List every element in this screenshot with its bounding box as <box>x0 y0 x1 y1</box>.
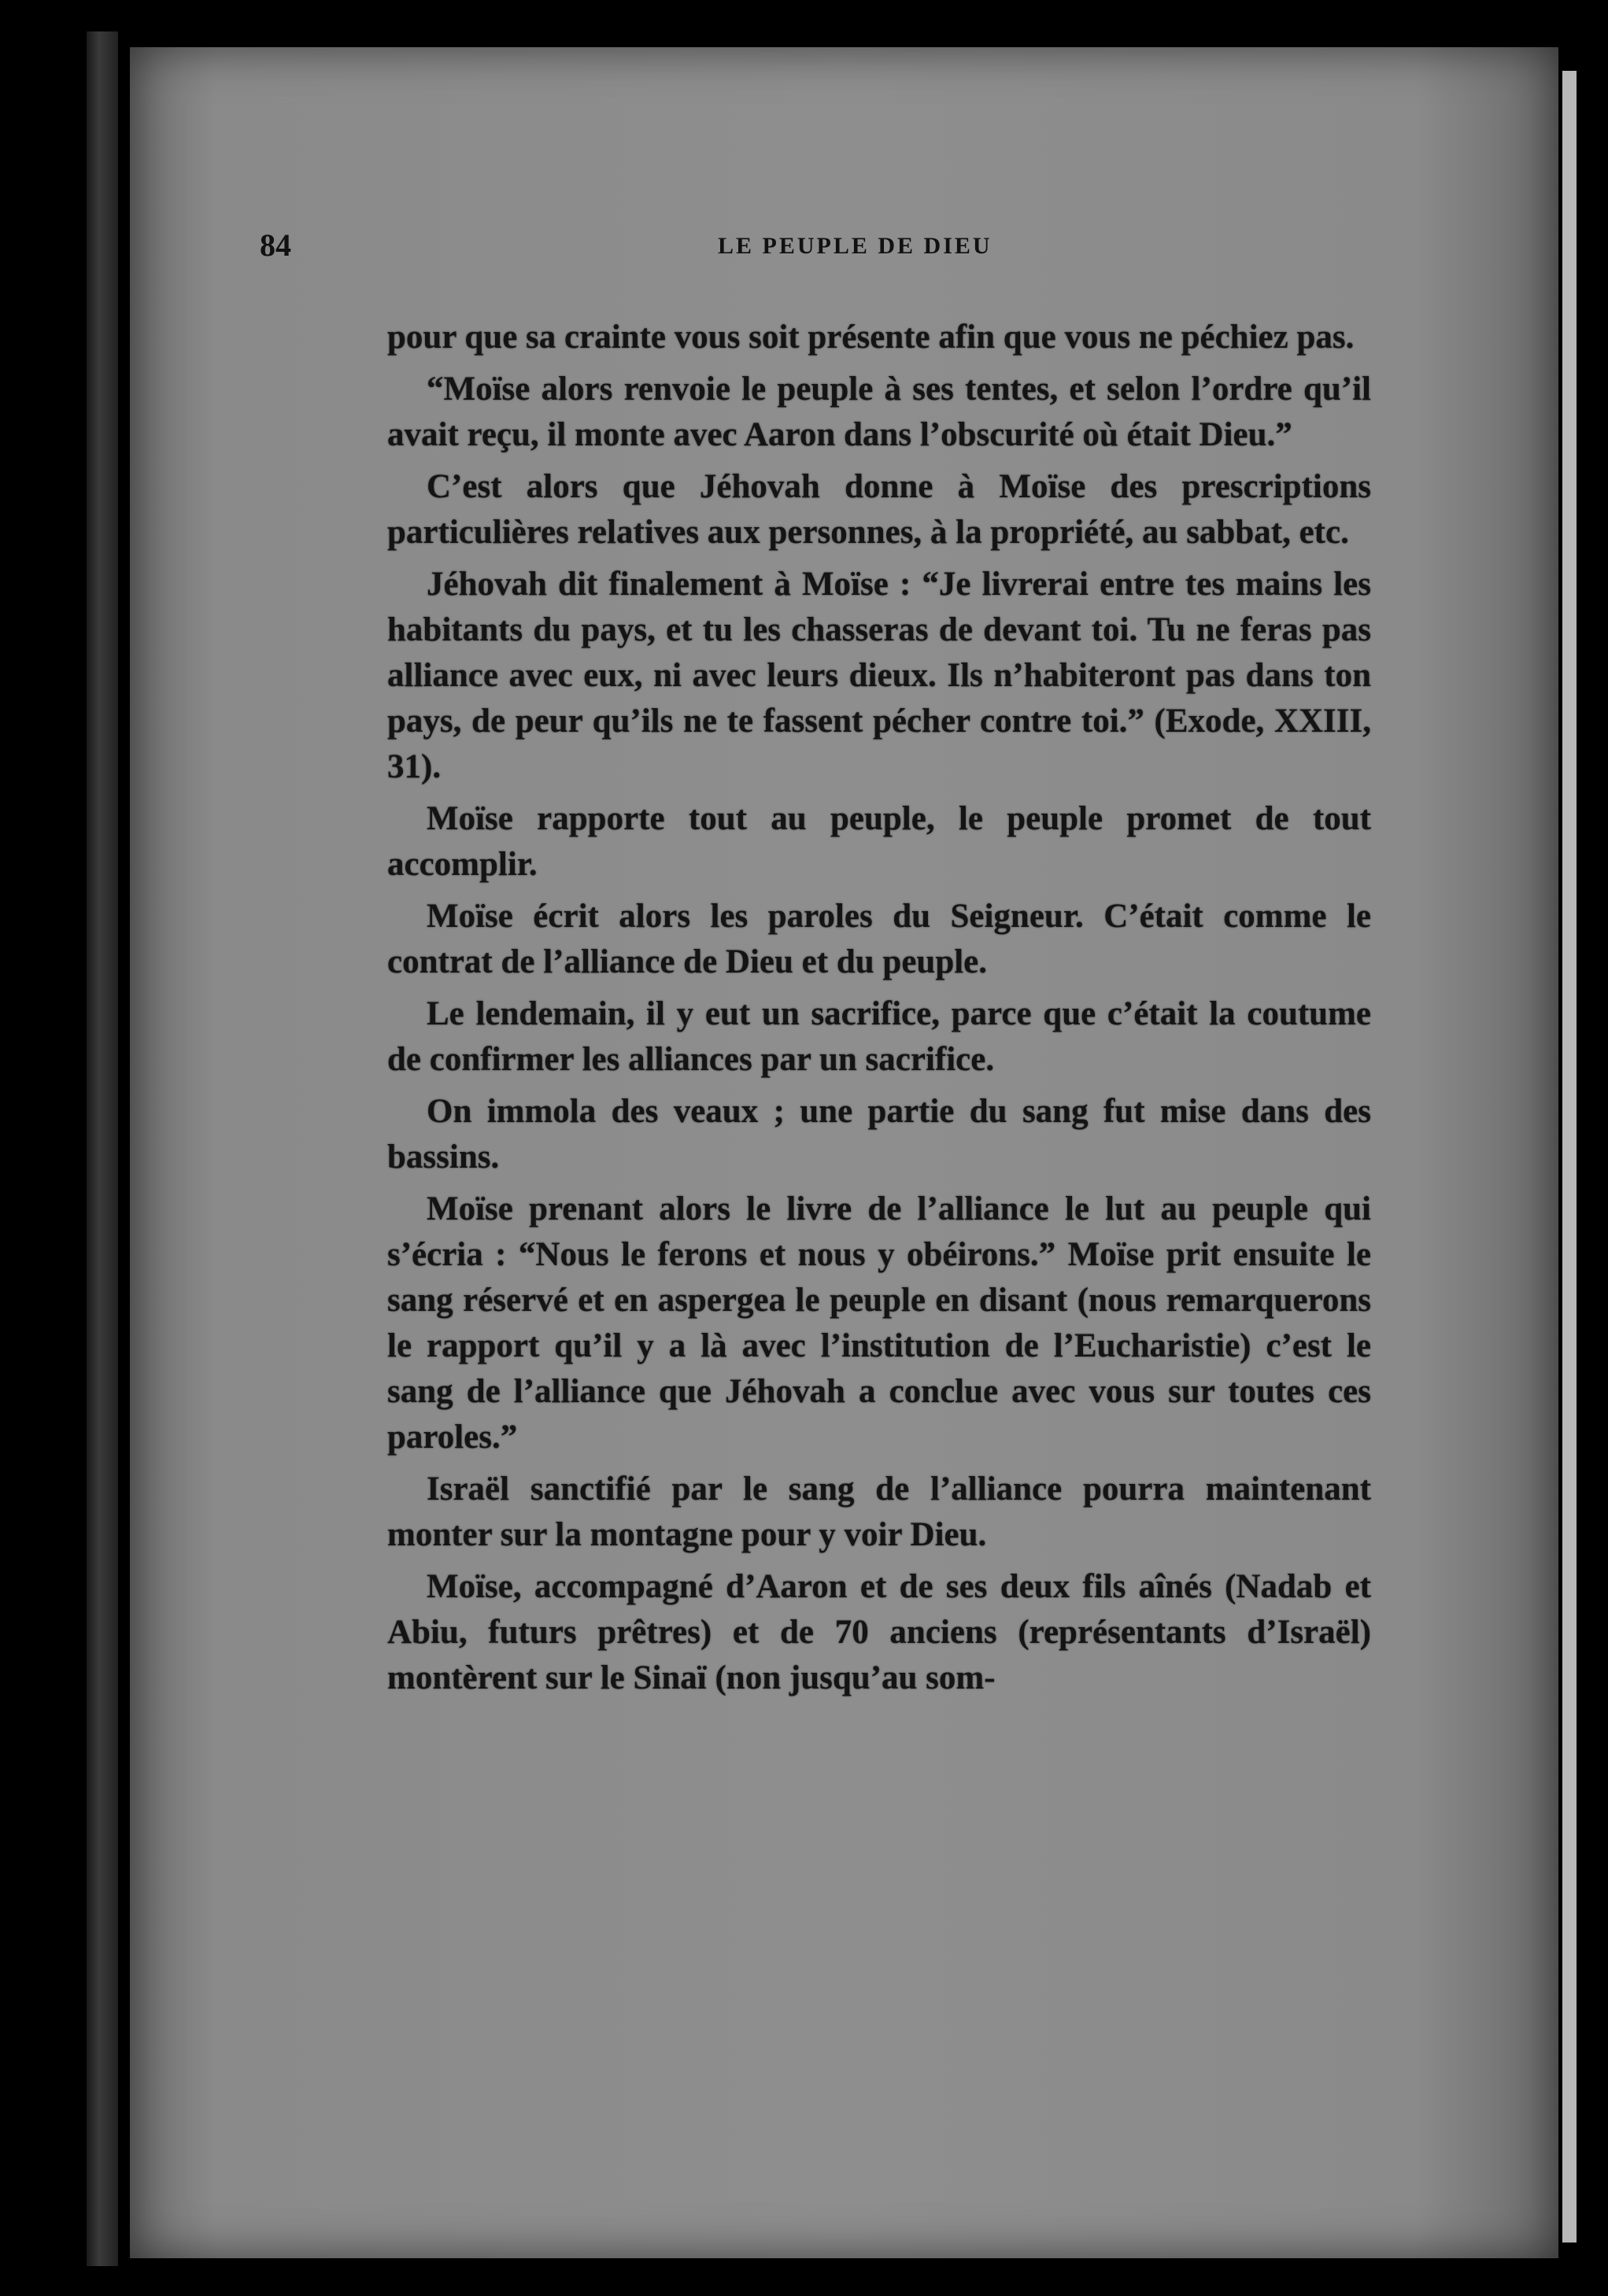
paragraph: Moïse prenant alors le livre de l’alliance le lut au peuple qui s’écria : “Nous le ferons et nous y obéirons.” Moïse prit ensuite le sang réservé et en aspergea le peuple en disant (nous remarquerons le rapport qu’il y a là avec l’institution de l’Eucharistie) c’est le sang de l’alliance que Jéhovah a conclue avec vous sur toutes ces paroles.” <box>387 1190 1371 1456</box>
paragraph: “Moïse alors renvoie le peuple à ses tentes, et selon l’ordre qu’il avait reçu, il monte avec Aaron dans l’obscurité où était Dieu.” <box>387 371 1371 453</box>
book-binding-strip <box>87 31 118 2266</box>
paragraph: pour que sa crainte vous soit présente afin que vous ne péchiez pas. <box>387 319 1355 356</box>
running-head: LE PEUPLE DE DIEU <box>718 233 993 259</box>
paragraph: Jéhovah dit finalement à Moïse : “Je livrerai entre tes mains les habitants du pays, et tu les chasseras de devant toi. Tu ne feras pas alliance avec eux, ni avec leurs dieux. Ils n’habiteront pas dans ton pays, de peur qu’ils ne te fassent pécher contre toi.” (Exode, XXIII, 31). <box>387 566 1371 785</box>
paragraph: Moïse écrit alors les paroles du Seigneur. C’était comme le contrat de l’alliance de Dieu et du peuple. <box>387 898 1371 980</box>
body-text <box>387 315 1371 1707</box>
paragraph: Israël sanctifié par le sang de l’alliance pourra maintenant monter sur la montagne pour y voir Dieu. <box>387 1471 1371 1553</box>
paragraph: C’est alors que Jéhovah donne à Moïse des prescriptions particulières relatives aux personnes, à la propriété, au sabbat, etc. <box>387 468 1371 551</box>
page-header <box>260 227 1362 274</box>
paragraph: Le lendemain, il y eut un sacrifice, parce que c’était la coutume de confirmer les alliances par un sacrifice. <box>387 995 1371 1078</box>
paragraph: Moïse rapporte tout au peuple, le peuple promet de tout accomplir. <box>387 800 1371 883</box>
page-edge-highlight <box>1562 71 1577 2242</box>
paragraph: Moïse, accompagné d’Aaron et de ses deux fils aînés (Nadab et Abiu, futurs prêtres) et de 70 anciens (représentants d’Israël) montèrent sur le Sinaï (non jusqu’au som- <box>387 1568 1371 1696</box>
page-number: 84 <box>260 227 291 263</box>
paragraph: On immola des veaux ; une partie du sang fut mise dans des bassins. <box>387 1093 1371 1176</box>
